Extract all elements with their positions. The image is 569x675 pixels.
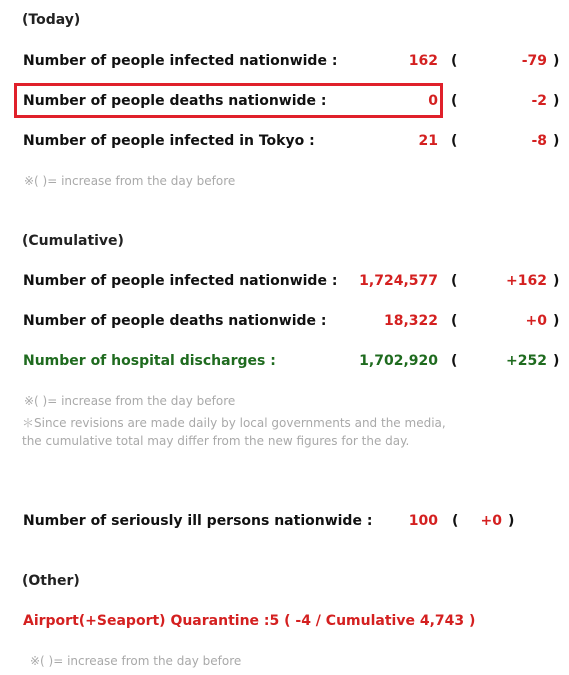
cumulative-infected-value: 1,724,577: [359, 273, 438, 289]
cumulative-infected-change: +162: [506, 273, 547, 289]
serious-open-paren: (: [452, 513, 459, 529]
cumulative-deaths-change: +0: [525, 313, 547, 329]
today-deaths-value: 0: [428, 93, 438, 109]
serious-label: Number of seriously ill persons nationwide :: [23, 513, 373, 529]
today-tokyo-value: 21: [418, 133, 438, 149]
today-infected-value: 162: [408, 53, 438, 69]
other-note: ※( )= increase from the day before: [30, 654, 242, 668]
cumulative-note: ※( )= increase from the day before: [24, 394, 236, 408]
revision-note-line2: the cumulative total may differ from the new figures for the day.: [22, 434, 410, 448]
serious-value: 100: [408, 513, 438, 529]
serious-change: +0: [480, 513, 502, 529]
today-tokyo-change: -8: [531, 133, 547, 149]
today-infected-label: Number of people infected nationwide :: [23, 53, 338, 69]
today-tokyo-label: Number of people infected in Tokyo :: [23, 133, 315, 149]
cumulative-discharges-label: Number of hospital discharges :: [23, 353, 276, 369]
today-deaths-close-paren: ): [553, 93, 560, 109]
cumulative-infected-open-paren: (: [451, 273, 458, 289]
today-tokyo-open-paren: (: [451, 133, 458, 149]
today-header: (Today): [22, 12, 81, 28]
cumulative-header: (Cumulative): [22, 233, 124, 249]
today-infected-close-paren: ): [553, 53, 560, 69]
cumulative-discharges-value: 1,702,920: [359, 353, 438, 369]
today-deaths-open-paren: (: [451, 93, 458, 109]
cumulative-deaths-open-paren: (: [451, 313, 458, 329]
cumulative-deaths-value: 18,322: [383, 313, 438, 329]
cumulative-deaths-close-paren: ): [553, 313, 560, 329]
today-deaths-change: -2: [531, 93, 547, 109]
cumulative-infected-label: Number of people infected nationwide :: [23, 273, 338, 289]
cumulative-discharges-change: +252: [506, 353, 547, 369]
today-tokyo-close-paren: ): [553, 133, 560, 149]
other-header: (Other): [22, 573, 80, 589]
cumulative-discharges-open-paren: (: [451, 353, 458, 369]
cumulative-discharges-close-paren: ): [553, 353, 560, 369]
cumulative-infected-close-paren: ): [553, 273, 560, 289]
today-note: ※( )= increase from the day before: [24, 174, 236, 188]
today-infected-change: -79: [521, 53, 547, 69]
revision-note-line1: ＊Since revisions are made daily by local governments and the media,: [22, 416, 446, 430]
cumulative-deaths-label: Number of people deaths nationwide :: [23, 313, 327, 329]
today-deaths-label: Number of people deaths nationwide :: [23, 93, 327, 109]
today-infected-open-paren: (: [451, 53, 458, 69]
airport-quarantine-text: Airport(+Seaport) Quarantine :5 ( -4 / Cumulative 4,743 ): [23, 613, 476, 629]
serious-close-paren: ): [508, 513, 515, 529]
